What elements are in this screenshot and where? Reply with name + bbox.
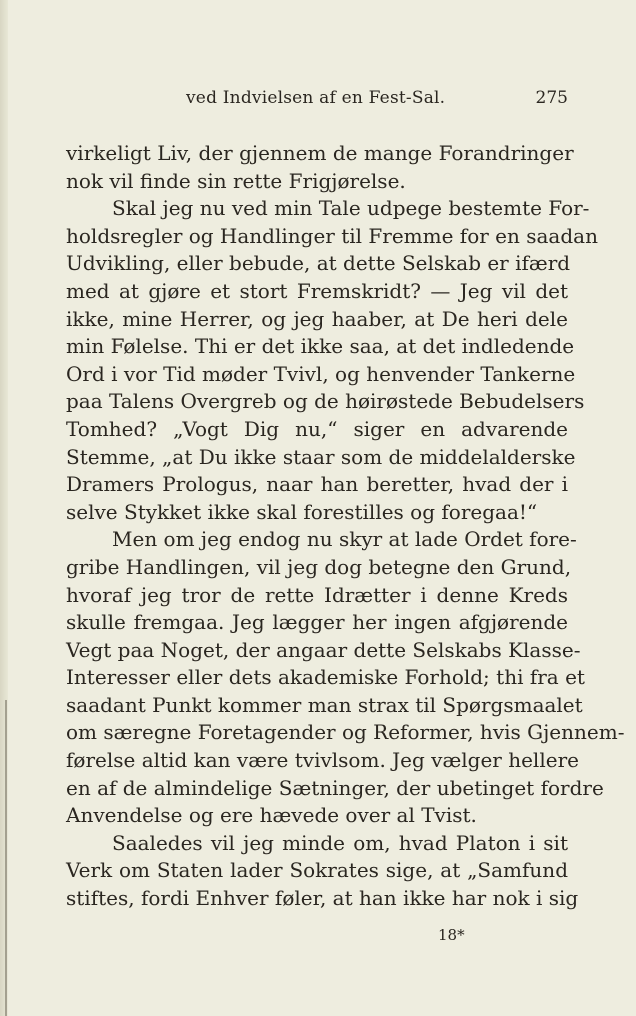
text-line: en af de almindelige Sætninger, der ubetinget fordre	[66, 775, 604, 800]
text-line: Stemme, „at Du ikke staar som de middelalderske	[66, 444, 576, 469]
text-line: selve Stykket ikke skal forestilles og foregaa!“	[66, 499, 538, 524]
text-line: Men om jeg endog nu skyr at lade Ordet fore-	[112, 527, 577, 552]
text-line: Anvendelse og ere hævede over al Tvist.	[66, 803, 477, 828]
text-line: med at gjøre et stort Fremskridt? — Jeg vil det	[66, 278, 568, 303]
binding-shadow-line	[5, 700, 7, 1016]
page-number: 275	[535, 88, 568, 108]
text-line: Interesser eller dets akademiske Forhold; thi fra et	[66, 665, 585, 690]
page-header	[66, 88, 568, 114]
running-head: ved Indvielsen af en Fest-Sal.	[186, 88, 446, 108]
body-text	[66, 140, 625, 913]
text-line: nok vil finde sin rette Frigjørelse.	[66, 168, 406, 193]
text-line: Vegt paa Noget, der angaar dette Selskabs Klasse-	[66, 637, 581, 662]
text-line: Udvikling, eller bebude, at dette Selskab er ifærd	[66, 251, 571, 276]
text-line: stiftes, fordi Enhver føler, at han ikke har nok i sig	[66, 886, 579, 911]
text-line: Skal jeg nu ved min Tale udpege bestemte For-	[112, 196, 590, 221]
text-line: ikke, mine Herrer, og jeg haaber, at De heri dele	[66, 306, 568, 331]
text-line: paa Talens Overgreb og de høirøstede Bebudelsers	[66, 389, 585, 414]
text-line: Tomhed? „Vogt Dig nu,“ siger en advarende	[66, 416, 568, 441]
text-line: gribe Handlingen, vil jeg dog betegne den Grund,	[66, 554, 572, 579]
signature-mark: 18*	[438, 926, 465, 944]
text-line: førelse altid kan være tvivlsom. Jeg vælger hellere	[66, 748, 579, 773]
text-line: Verk om Staten lader Sokrates sige, at „Samfund	[66, 858, 568, 883]
text-line: holdsregler og Handlinger til Fremme for en saadan	[66, 223, 598, 248]
text-line: Saaledes vil jeg minde om, hvad Platon i sit	[112, 830, 568, 855]
text-line: min Følelse. Thi er det ikke saa, at det indledende	[66, 334, 575, 359]
text-line: skulle fremgaa. Jeg lægger her ingen afgjørende	[66, 610, 568, 635]
text-line: om særegne Foretagender og Reformer, hvis Gjennem-	[66, 720, 625, 745]
text-line: Ord i vor Tid møder Tvivl, og henvender Tankerne	[66, 361, 576, 386]
text-line: Dramers Prologus, naar han beretter, hvad der i	[66, 472, 568, 497]
text-line: virkeligt Liv, der gjennem de mange Forandringer	[66, 141, 574, 165]
text-line: saadant Punkt kommer man strax til Spørgsmaalet	[66, 692, 583, 717]
text-line: hvoraf jeg tror de rette Idrætter i denne Kreds	[66, 582, 568, 607]
